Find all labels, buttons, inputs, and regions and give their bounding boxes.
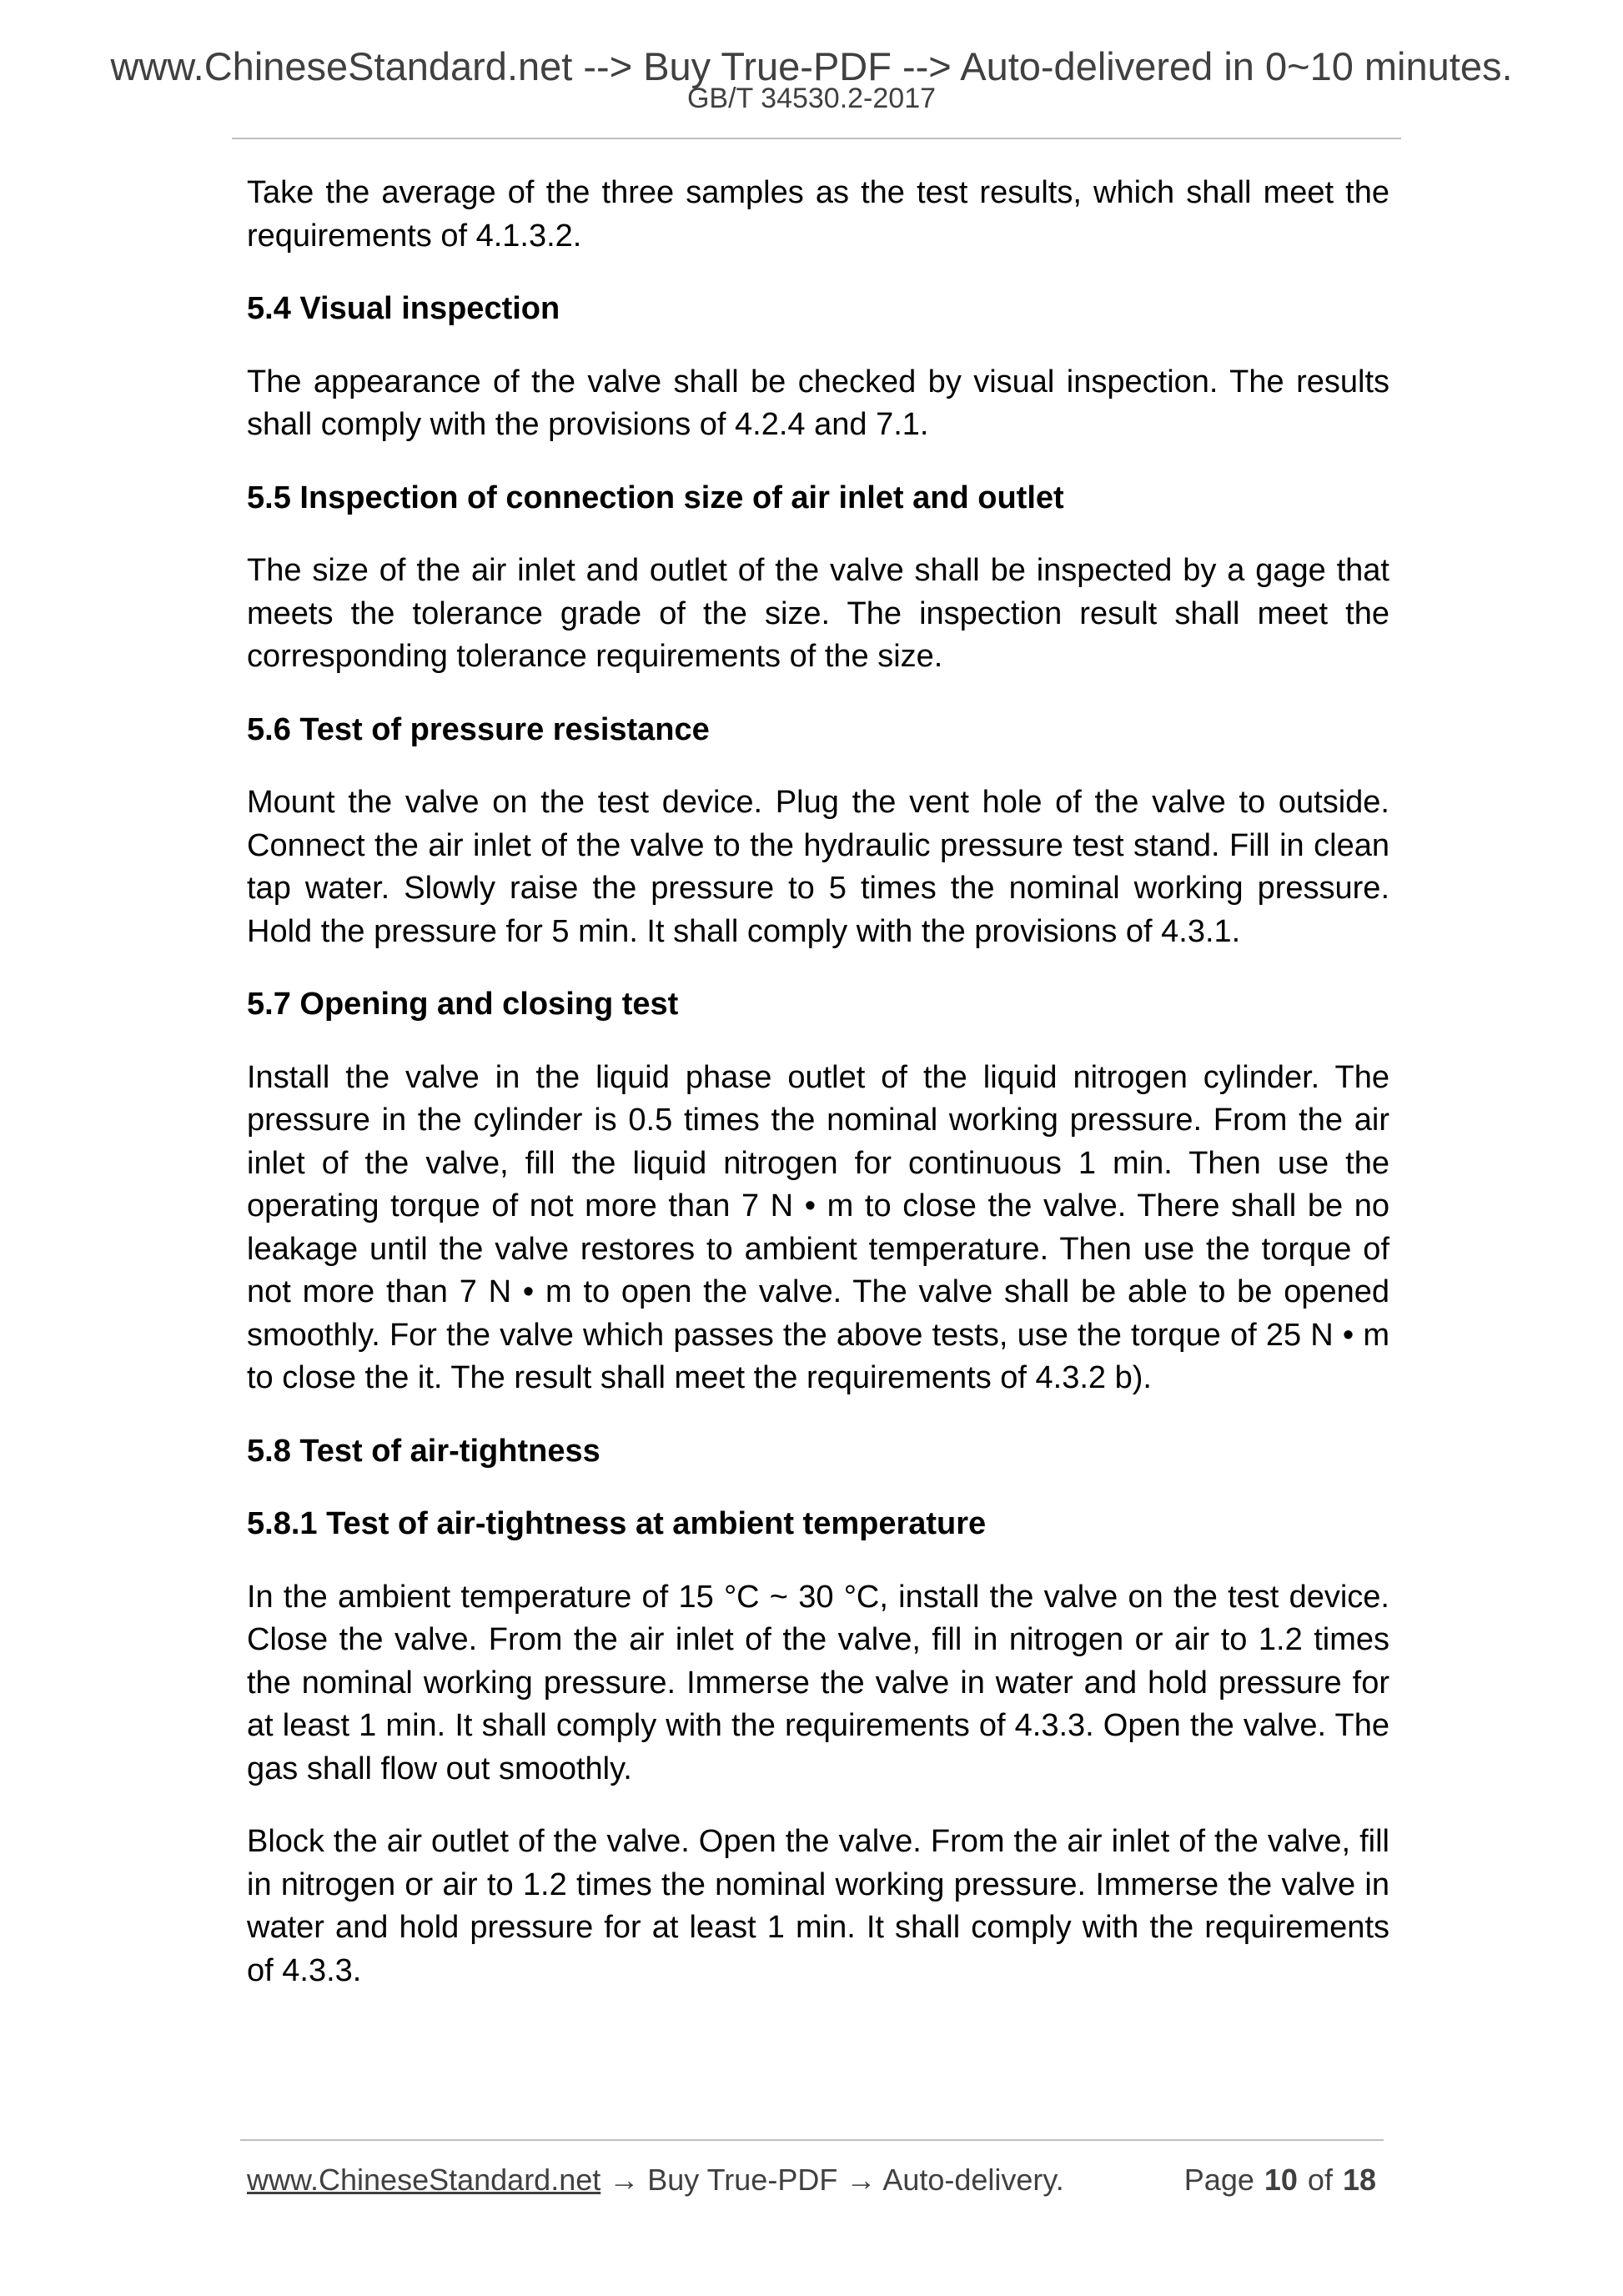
paragraph-5-6: Mount the valve on the test device. Plug the vent hole of the valve to outside. Connect the air inlet of the valve to the hydraulic pressure test stand. Fill in clean tap water. Slowly raise the pressure to 5 times the nominal working pressure. Hold the pressure for 5 min. It shall comply with the provisions of 4.3.1. xyxy=(247,785,1389,949)
heading-5-6: 5.6 Test of pressure resistance xyxy=(247,711,710,747)
page-body xyxy=(247,172,1389,2022)
page-of-label: of xyxy=(1307,2163,1333,2197)
heading-5-4: 5.4 Visual inspection xyxy=(247,291,560,326)
page-number: 10 xyxy=(1264,2163,1298,2197)
paragraph-5-4: The appearance of the valve shall be checked by visual inspection. The results shall comply with the provisions of 4.2.4 and 7.1. xyxy=(247,364,1389,442)
paragraph-5-7: Install the valve in the liquid phase outlet of the liquid nitrogen cylinder. The pressure in the cylinder is 0.5 times the nominal working pressure. From the air inlet of the valve, fill the liquid nitrogen for continuous 1 min. Then use the operating torque of not more than 7 N • m to close the valve. There shall be no leakage until the valve restores to ambient temperature. Then use the torque of not more than 7 N • m to open the valve. The valve shall be able to be opened smoothly. For the valve which passes the above tests, use the torque of 25 N • m to close the it. The result shall meet the requirements of 4.3.2 b). xyxy=(247,1059,1389,1395)
heading-5-8-1: 5.8.1 Test of air-tightness at ambient temperature xyxy=(247,1506,987,1541)
page-total: 18 xyxy=(1342,2163,1376,2197)
paragraph-5-5: The size of the air inlet and outlet of the valve shall be inspected by a gage that meets the tolerance grade of the size. The inspection result shall meet the corresponding tolerance requirements of the size. xyxy=(247,553,1389,674)
paragraph-5-8-1-a: In the ambient temperature of 15 °C ~ 30 °C, install the valve on the test device. Close the valve. From the air inlet of the valve, fill in nitrogen or air to 1.2 times the nominal working pressure. Immerse the valve in water and hold pressure for at least 1 min. It shall comply with the requirements of 4.3.3. Open the valve. The gas shall flow out smoothly. xyxy=(247,1579,1389,1786)
paragraph-intro: Take the average of the three samples as the test results, which shall meet the requirements of 4.1.3.2. xyxy=(247,175,1389,254)
footer-site-link[interactable]: www.ChineseStandard.net xyxy=(247,2163,601,2197)
page-label: Page xyxy=(1183,2163,1254,2197)
heading-5-8: 5.8 Test of air-tightness xyxy=(247,1433,600,1469)
standard-code: GB/T 34530.2-2017 xyxy=(686,83,937,114)
heading-5-5: 5.5 Inspection of connection size of air inlet and outlet xyxy=(247,480,1064,515)
paragraph-5-8-1-b: Block the air outlet of the valve. Open the valve. From the air inlet of the valve, fill in nitrogen or air to 1.2 times the nominal working pressure. Immerse the valve in water and hold pressure for at least 1 min. It shall comply with the requirements of 4.3.3. xyxy=(247,1824,1389,1988)
footer-promo-text: → Buy True-PDF → Auto-delivery. xyxy=(600,2163,1064,2197)
footer-divider xyxy=(240,2139,1384,2141)
footer-promo xyxy=(247,2162,1064,2198)
page-indicator xyxy=(1184,2162,1376,2198)
header-divider xyxy=(232,138,1401,139)
heading-5-7: 5.7 Opening and closing test xyxy=(247,987,679,1022)
site-banner: www.ChineseStandard.net --> Buy True-PDF --> Auto-delivered in 0~10 minutes. xyxy=(110,44,1513,88)
